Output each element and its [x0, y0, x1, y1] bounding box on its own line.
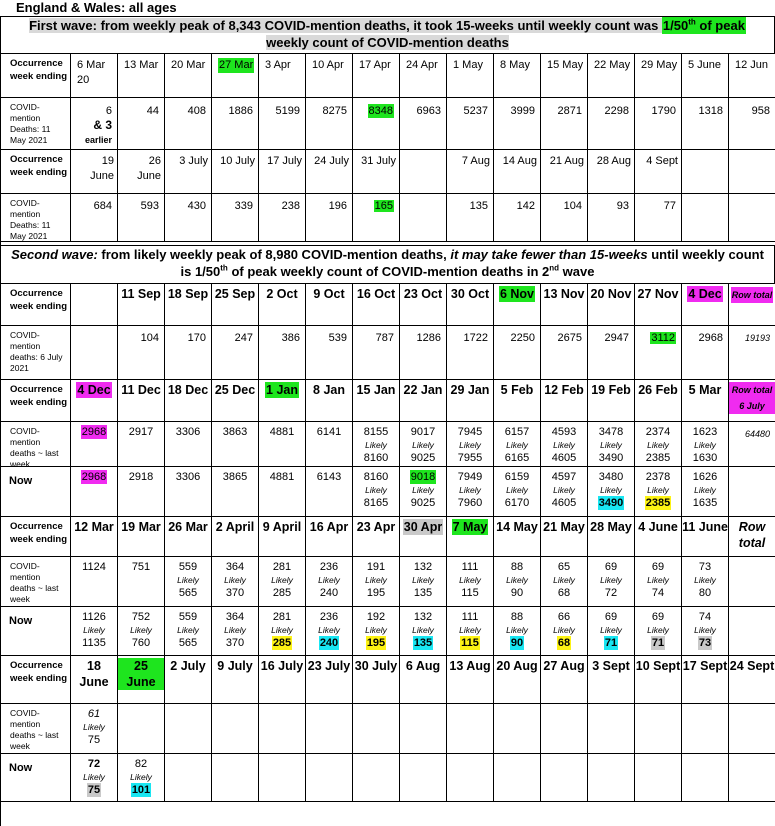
week-date: 20 Aug — [494, 656, 541, 704]
second-wave-heading: Second wave: from likely weekly peak of 8,980 COVID-mention deaths, it may take fewer than 15-weeks until weekly count is 1/50th of peak weekly count of COVID-mention deaths in 2nd wave — [1, 246, 775, 284]
week-date: 16 Oct — [353, 284, 400, 326]
empty-cell — [447, 704, 494, 754]
week-date: 15 May — [541, 54, 588, 98]
week-date: 5 June — [682, 54, 729, 98]
week-date: 13 Mar — [118, 54, 165, 98]
week-date: 30 Apr — [400, 517, 447, 557]
death-value: 1790 — [635, 98, 682, 150]
week-date: 11 Sep — [118, 284, 165, 326]
week-date — [71, 284, 118, 326]
death-value: 8155 Likely 8160 — [353, 422, 400, 467]
week-date: 10 Apr — [306, 54, 353, 98]
empty-cell — [635, 754, 682, 802]
death-value: 539 — [306, 326, 353, 380]
death-value: 7949 Likely 7960 — [447, 467, 494, 517]
empty-cell — [165, 754, 212, 802]
week-date: 8 May — [494, 54, 541, 98]
row-total-value: 64480 — [729, 422, 775, 467]
week-date: 24 July — [306, 150, 353, 194]
week-date: 23 Apr — [353, 517, 400, 557]
death-value: 2298 — [588, 98, 635, 150]
week-date: 18 June — [71, 656, 118, 704]
week-ending-label: Occurrence week ending — [1, 54, 71, 98]
week-date: 19 Mar — [118, 517, 165, 557]
week-date: 14 May — [494, 517, 541, 557]
death-value: 386 — [259, 326, 306, 380]
death-value: 82 Likely 101 — [118, 754, 165, 802]
death-value: 281 Likely 285 — [259, 557, 306, 607]
week-date: 6 Mar 20 — [71, 54, 118, 98]
week-date: 19 Feb — [588, 380, 635, 422]
death-value: 2968 — [71, 467, 118, 517]
week-date: 16 Apr — [306, 517, 353, 557]
week-date: 17 July — [259, 150, 306, 194]
empty-cell — [682, 754, 729, 802]
week-date: 12 Feb — [541, 380, 588, 422]
week-date: 25 June — [118, 656, 165, 704]
week-date: 27 Mar — [212, 54, 259, 98]
death-value: 3480 Likely 3490 — [588, 467, 635, 517]
death-value: 5237 — [447, 98, 494, 150]
death-value: 8275 — [306, 98, 353, 150]
deaths-label: COVID-mention Deaths: 11 May 2021 — [1, 194, 71, 242]
week-date: 23 Oct — [400, 284, 447, 326]
death-value: 88 Likely 90 — [494, 607, 541, 656]
death-value: 61 Likely 75 — [71, 704, 118, 754]
death-value: 752 Likely 760 — [118, 607, 165, 656]
death-value: 2871 — [541, 98, 588, 150]
empty-cell — [447, 754, 494, 802]
death-value: 1318 — [682, 98, 729, 150]
death-value: 135 — [447, 194, 494, 242]
page-title: England & Wales: all ages — [16, 0, 177, 15]
empty-cell — [729, 754, 775, 802]
death-value: 2918 — [118, 467, 165, 517]
row-total-label: Row total 6 July — [729, 380, 775, 422]
death-value: 44 — [118, 98, 165, 150]
death-value: 2374 Likely 2385 — [635, 422, 682, 467]
death-value: 104 — [118, 326, 165, 380]
death-value: 1124 — [71, 557, 118, 607]
empty-cell — [353, 754, 400, 802]
death-value: 787 — [353, 326, 400, 380]
week-date: 2 Oct — [259, 284, 306, 326]
death-value: 7945 Likely 7955 — [447, 422, 494, 467]
death-value: 8160 Likely 8165 — [353, 467, 400, 517]
empty-cell — [729, 704, 775, 754]
death-value: 3306 — [165, 422, 212, 467]
death-value — [729, 557, 775, 607]
death-value — [71, 326, 118, 380]
first-wave-heading: First wave: from weekly peak of 8,343 COVID-mention deaths, it took 15-weeks until weekly count was 1/50th of peak weekly count of COVID-mention deaths — [1, 17, 775, 54]
death-value: 88 Likely 90 — [494, 557, 541, 607]
week-date: 7 Aug — [447, 150, 494, 194]
week-date: 28 Aug — [588, 150, 635, 194]
death-value: 3863 — [212, 422, 259, 467]
week-date: 2 April — [212, 517, 259, 557]
week-date: 11 June — [682, 517, 729, 557]
week-date: 10 Sept — [635, 656, 682, 704]
death-value: 132 Likely 135 — [400, 607, 447, 656]
week-date: 13 Nov — [541, 284, 588, 326]
death-value: 1286 — [400, 326, 447, 380]
death-value: 684 — [71, 194, 118, 242]
death-value: 8348 — [353, 98, 400, 150]
death-value: 66 Likely 68 — [541, 607, 588, 656]
week-date: 7 May — [447, 517, 494, 557]
week-date — [682, 150, 729, 194]
week-date: 29 Jan — [447, 380, 494, 422]
death-value: 1886 — [212, 98, 259, 150]
death-value: 593 — [118, 194, 165, 242]
week-date: 26 June — [118, 150, 165, 194]
week-date: 10 July — [212, 150, 259, 194]
death-value: 4597 Likely 4605 — [541, 467, 588, 517]
week-date: 18 Sep — [165, 284, 212, 326]
now-label: Now — [1, 607, 71, 656]
death-value: 1626 Likely 1635 — [682, 467, 729, 517]
death-value — [400, 194, 447, 242]
week-date: 5 Mar — [682, 380, 729, 422]
empty-cell — [353, 704, 400, 754]
week-date: 6 Aug — [400, 656, 447, 704]
week-ending-label: Occurrence week ending — [1, 517, 71, 557]
deaths-label: COVID-mention deaths ~ last week — [1, 422, 71, 467]
death-value: 236 Likely 240 — [306, 607, 353, 656]
death-value — [729, 194, 775, 242]
week-date: 21 Aug — [541, 150, 588, 194]
death-value: 111 Likely 115 — [447, 557, 494, 607]
death-value: 69 Likely 74 — [635, 557, 682, 607]
death-value: 339 — [212, 194, 259, 242]
death-value: 5199 — [259, 98, 306, 150]
death-value: 2917 — [118, 422, 165, 467]
death-value: 77 — [635, 194, 682, 242]
week-date: 4 Dec — [71, 380, 118, 422]
death-value: 142 — [494, 194, 541, 242]
week-date: 30 July — [353, 656, 400, 704]
week-date: 15 Jan — [353, 380, 400, 422]
week-date: 25 Sep — [212, 284, 259, 326]
empty-cell — [118, 704, 165, 754]
week-date: 27 Nov — [635, 284, 682, 326]
death-value: 2250 — [494, 326, 541, 380]
death-value: 430 — [165, 194, 212, 242]
death-value: 238 — [259, 194, 306, 242]
death-value: 73 Likely 80 — [682, 557, 729, 607]
week-date: 5 Feb — [494, 380, 541, 422]
empty-cell — [400, 704, 447, 754]
week-date: 6 Nov — [494, 284, 541, 326]
week-date: 3 July — [165, 150, 212, 194]
row-total-label: Row total — [729, 517, 775, 557]
death-value: 2378 Likely 2385 — [635, 467, 682, 517]
week-date: 24 Sept — [729, 656, 775, 704]
empty-cell — [635, 704, 682, 754]
empty-cell — [400, 754, 447, 802]
empty-cell — [259, 704, 306, 754]
death-value: 4593 Likely 4605 — [541, 422, 588, 467]
deaths-label: COVID-mention Deaths: 11 May 2021 — [1, 98, 71, 150]
week-date: 12 Mar — [71, 517, 118, 557]
week-ending-label: Occurrence week ending — [1, 656, 71, 704]
death-value: 3306 — [165, 467, 212, 517]
week-date: 4 Dec — [682, 284, 729, 326]
empty-cell — [541, 754, 588, 802]
week-date: 13 Aug — [447, 656, 494, 704]
death-value: 958 — [729, 98, 775, 150]
first-wave-table — [0, 16, 775, 245]
death-value: 3999 — [494, 98, 541, 150]
week-date: 3 Apr — [259, 54, 306, 98]
death-value: 6143 — [306, 467, 353, 517]
week-date: 17 Sept — [682, 656, 729, 704]
death-value: 281 Likely 285 — [259, 607, 306, 656]
week-date: 25 Dec — [212, 380, 259, 422]
empty-cell — [212, 754, 259, 802]
week-date: 9 Oct — [306, 284, 353, 326]
death-value: 364 Likely 370 — [212, 607, 259, 656]
empty-cell — [682, 704, 729, 754]
week-date: 9 July — [212, 656, 259, 704]
death-value — [682, 194, 729, 242]
week-date: 1 Jan — [259, 380, 306, 422]
week-ending-label: Occurrence week ending — [1, 284, 71, 326]
death-value: 192 Likely 195 — [353, 607, 400, 656]
week-date: 19 June — [71, 150, 118, 194]
week-date: 26 Mar — [165, 517, 212, 557]
row-total-value: 19193 — [729, 326, 775, 380]
death-value: 247 — [212, 326, 259, 380]
week-date: 18 Dec — [165, 380, 212, 422]
death-value: 2968 — [682, 326, 729, 380]
empty-cell — [212, 704, 259, 754]
empty-cell — [588, 754, 635, 802]
one-fiftieth-highlight: 1/50th of peak — [662, 17, 745, 33]
death-value: 2968 — [71, 422, 118, 467]
week-date: 20 Nov — [588, 284, 635, 326]
death-value: 6159 Likely 6170 — [494, 467, 541, 517]
death-value: 3478 Likely 3490 — [588, 422, 635, 467]
week-date: 3 Sept — [588, 656, 635, 704]
death-value — [729, 467, 775, 517]
death-value: 4881 — [259, 467, 306, 517]
week-date: 24 Apr — [400, 54, 447, 98]
death-value: 1722 — [447, 326, 494, 380]
death-value: 65 Likely 68 — [541, 557, 588, 607]
death-value: 9018 Likely 9025 — [400, 467, 447, 517]
week-date: 23 July — [306, 656, 353, 704]
death-value: 408 — [165, 98, 212, 150]
death-value: 3112 — [635, 326, 682, 380]
death-value: 104 — [541, 194, 588, 242]
death-value: 132 Likely 135 — [400, 557, 447, 607]
week-date — [729, 150, 775, 194]
death-value: 3865 — [212, 467, 259, 517]
row-total-label: Row total — [729, 284, 775, 326]
death-value: 236 Likely 240 — [306, 557, 353, 607]
deaths-label: COVID-mention deaths: 6 July 2021 — [1, 326, 71, 380]
death-value: 6157 Likely 6165 — [494, 422, 541, 467]
death-value: 72 Likely 75 — [71, 754, 118, 802]
week-date: 4 June — [635, 517, 682, 557]
empty-cell — [541, 704, 588, 754]
death-value: 69 Likely 71 — [635, 607, 682, 656]
death-value: 559 Likely 565 — [165, 557, 212, 607]
week-date: 8 Jan — [306, 380, 353, 422]
death-value: 4881 — [259, 422, 306, 467]
week-date: 26 Feb — [635, 380, 682, 422]
empty-cell — [494, 754, 541, 802]
now-label: Now — [1, 467, 71, 517]
death-value: 191 Likely 195 — [353, 557, 400, 607]
week-date: 11 Dec — [118, 380, 165, 422]
week-date: 22 Jan — [400, 380, 447, 422]
week-date: 17 Apr — [353, 54, 400, 98]
week-date: 30 Oct — [447, 284, 494, 326]
death-value — [729, 607, 775, 656]
week-date: 12 Jun — [729, 54, 775, 98]
death-value: 165 — [353, 194, 400, 242]
empty-cell — [588, 704, 635, 754]
week-date: 9 April — [259, 517, 306, 557]
death-value: 111 Likely 115 — [447, 607, 494, 656]
empty-cell — [306, 704, 353, 754]
death-value: 6141 — [306, 422, 353, 467]
death-value: 69 Likely 71 — [588, 607, 635, 656]
week-date: 31 July — [353, 150, 400, 194]
death-value: 1623 Likely 1630 — [682, 422, 729, 467]
death-value: 6 & 3 earlier — [71, 98, 118, 150]
death-value: 69 Likely 72 — [588, 557, 635, 607]
empty-cell — [259, 754, 306, 802]
week-date: 29 May — [635, 54, 682, 98]
week-date: 20 Mar — [165, 54, 212, 98]
death-value: 74 Likely 73 — [682, 607, 729, 656]
week-date — [400, 150, 447, 194]
week-date: 21 May — [541, 517, 588, 557]
week-ending-label: Occurrence week ending — [1, 150, 71, 194]
death-value: 9017 Likely 9025 — [400, 422, 447, 467]
death-value: 1126 Likely 1135 — [71, 607, 118, 656]
week-date: 27 Aug — [541, 656, 588, 704]
week-date: 16 July — [259, 656, 306, 704]
death-value: 2947 — [588, 326, 635, 380]
death-value: 751 — [118, 557, 165, 607]
death-value: 2675 — [541, 326, 588, 380]
week-date: 4 Sept — [635, 150, 682, 194]
empty-cell — [165, 704, 212, 754]
death-value: 93 — [588, 194, 635, 242]
week-date: 2 July — [165, 656, 212, 704]
week-date: 28 May — [588, 517, 635, 557]
deaths-label: COVID-mention deaths ~ last week — [1, 557, 71, 607]
empty-cell — [306, 754, 353, 802]
death-value: 6963 — [400, 98, 447, 150]
death-value: 196 — [306, 194, 353, 242]
now-label: Now — [1, 754, 71, 802]
second-wave-table — [0, 245, 775, 826]
death-value: 170 — [165, 326, 212, 380]
week-date: 1 May — [447, 54, 494, 98]
week-ending-label: Occurrence week ending — [1, 380, 71, 422]
death-value: 364 Likely 370 — [212, 557, 259, 607]
death-value: 559 Likely 565 — [165, 607, 212, 656]
week-date: 14 Aug — [494, 150, 541, 194]
week-date: 22 May — [588, 54, 635, 98]
deaths-label: COVID-mention deaths ~ last week — [1, 704, 71, 754]
empty-cell — [494, 704, 541, 754]
